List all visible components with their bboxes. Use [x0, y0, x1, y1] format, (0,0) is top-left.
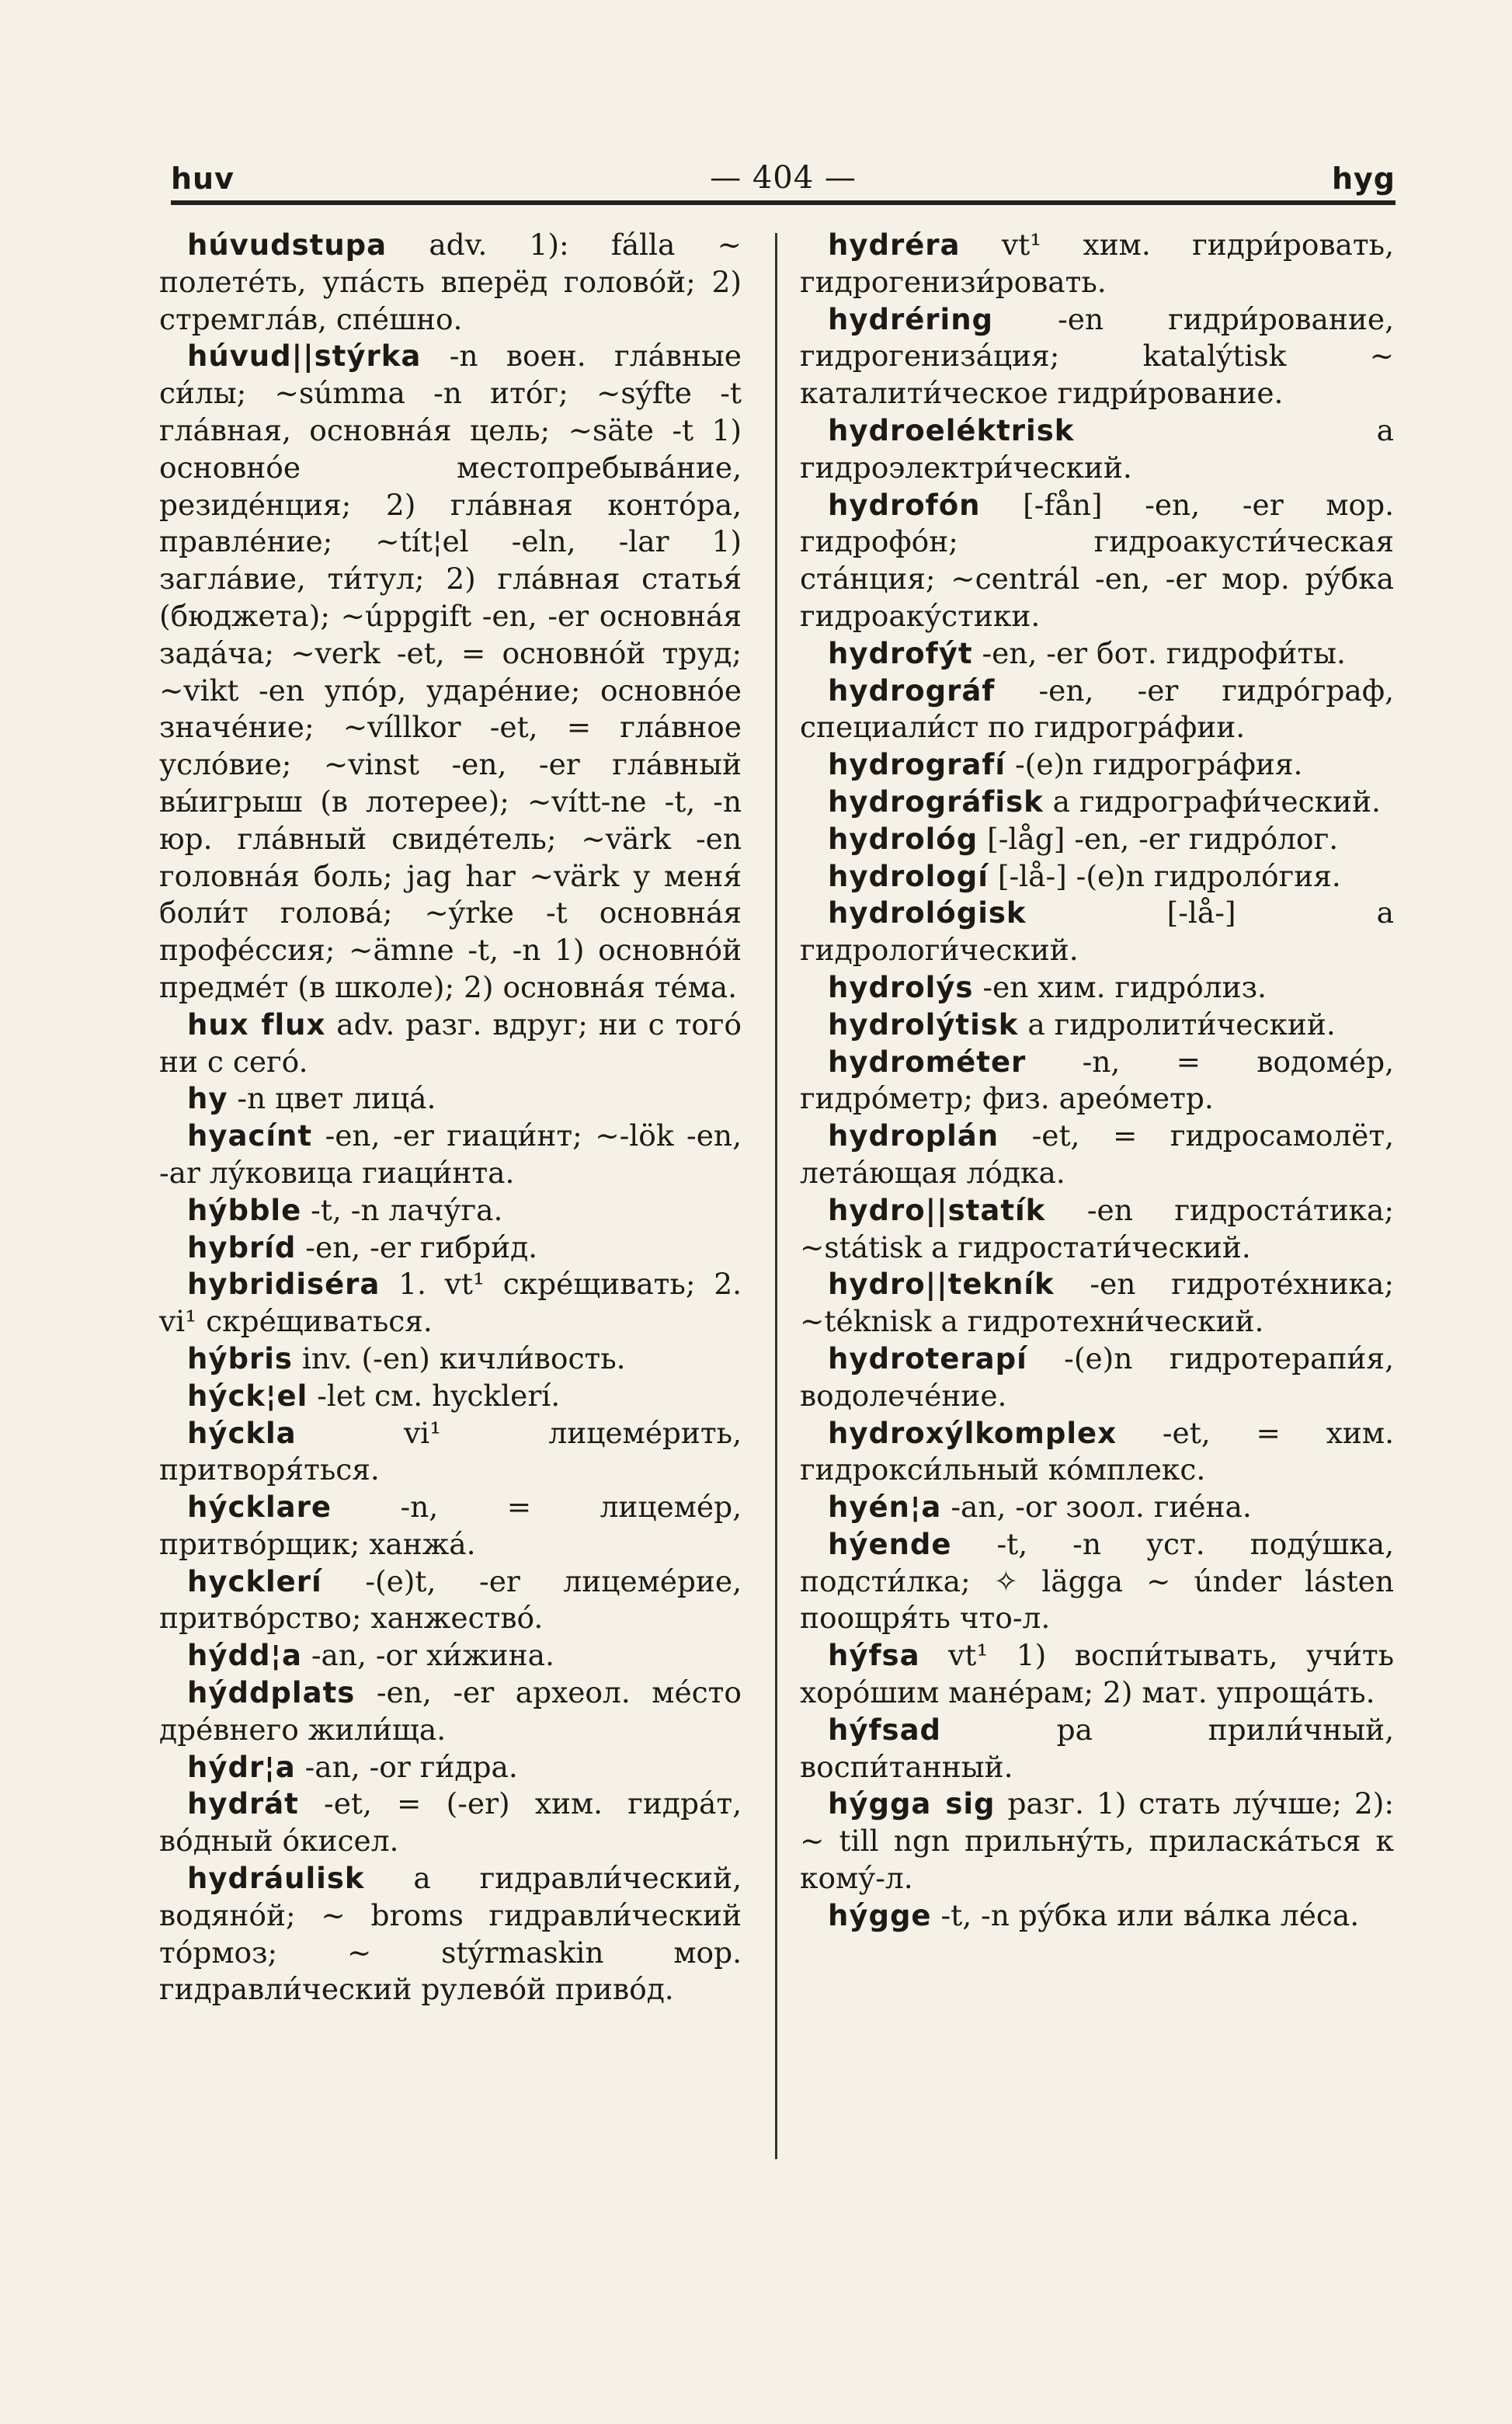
right-column [800, 227, 1394, 1935]
entry-definition: vt¹ хим. гидри́ровать, гидрогенизи́ровать. [800, 228, 1394, 299]
entry-headword: hydrométer [828, 1045, 1027, 1079]
dictionary-entry [159, 1341, 742, 1378]
dictionary-entry [800, 1786, 1394, 1897]
dictionary-entry [800, 969, 1394, 1007]
dictionary-entry [800, 1341, 1394, 1415]
dictionary-entry [159, 1080, 742, 1118]
entry-headword: hýbble [187, 1193, 302, 1227]
dictionary-entry [800, 858, 1394, 896]
dictionary-entry [159, 227, 742, 338]
entry-definition: a гидрографи́ческий. [1052, 784, 1381, 819]
entry-headword: hydráulisk [187, 1862, 365, 1896]
entry-headword: hydrofón [828, 488, 981, 522]
page-number: — 404 — [710, 160, 857, 196]
entry-headword: hydro||statík [828, 1193, 1046, 1227]
entry-definition: -en, -er гибри́д. [305, 1229, 538, 1264]
entry-definition: adv. разг. вдруг; ни с тогó ни с сегó. [159, 1007, 742, 1079]
entry-definition: vi¹ лицемéрить, притворя́ться. [159, 1415, 742, 1487]
dictionary-entry [159, 1860, 742, 2008]
entry-definition: -et, = хим. гидрокси́льный кóмплекс. [800, 1415, 1394, 1487]
entry-definition: [-fån] -en, -er мор. гидрофóн; гидроакусти́ческая стáнция; ~centrál -en, -er мор. ру́бка гидроаку́стики. [800, 487, 1394, 633]
left-column [159, 227, 742, 2008]
dictionary-entry [800, 746, 1394, 784]
header-right-guideword: hyg [1331, 162, 1396, 196]
header-rule [171, 200, 1396, 205]
entry-headword: hýfsa [828, 1639, 920, 1673]
entry-definition: -n цвет лицá. [237, 1081, 436, 1116]
entry-definition: -en, -er гиаци́нт; ~-lök -en, -ar лу́ковица гиаци́нта. [159, 1118, 742, 1190]
entry-headword: hýdr¦a [187, 1750, 296, 1784]
entry-definition: a гидравли́ческий, водянóй; ~ broms гидравли́ческий тóрмоз; ~ stýrmaskin мор. гидравли́ческий рулевóй привóд. [159, 1861, 742, 2007]
entry-definition: -an, -or ги́дра. [304, 1749, 518, 1784]
dictionary-entry [159, 1378, 742, 1415]
dictionary-entry [800, 635, 1394, 673]
entry-headword: hýgga sig [828, 1787, 996, 1821]
entry-definition: -(e)t, -er лицемéрие, притвóрство; ханжествó. [159, 1563, 742, 1636]
entry-headword: hýcklare [187, 1490, 332, 1525]
entry-definition: -n, = лицемéр, притвóрщик; ханжá. [159, 1490, 742, 1561]
entry-definition: [-lå-] -(e)n гидролóгия. [997, 858, 1341, 893]
dictionary-entry [800, 227, 1394, 301]
entry-headword: hybridiséra [187, 1268, 381, 1302]
dictionary-entry [159, 338, 742, 1006]
entry-headword: hýdd¦a [187, 1639, 302, 1673]
entry-definition: [-låg] -en, -er гидрóлог. [987, 821, 1339, 856]
dictionary-entry [800, 1007, 1394, 1044]
dictionary-entry [800, 1526, 1394, 1637]
dictionary-entry [800, 1044, 1394, 1118]
dictionary-entry [159, 1749, 742, 1786]
entry-headword: hyén¦a [828, 1490, 942, 1525]
entry-headword: hux flux [187, 1007, 326, 1042]
entry-headword: hydroxýlkomplex [828, 1416, 1117, 1450]
dictionary-entry [159, 1192, 742, 1229]
column-divider [775, 233, 777, 2159]
entry-headword: hydrográf [828, 673, 996, 708]
dictionary-entry [800, 412, 1394, 487]
entry-definition: adv. 1): fálla ~ полетéть, упáсть вперёд головóй; 2) стремгла́в, спéшно. [159, 228, 742, 336]
dictionary-entry [159, 1007, 742, 1081]
entry-headword: hydrát [187, 1787, 299, 1821]
entry-headword: hybríd [187, 1230, 297, 1264]
entry-headword: hydroeléktrisk [828, 413, 1075, 447]
page-header [171, 152, 1396, 200]
entry-definition: -an, -or хи́жина. [311, 1638, 554, 1673]
dictionary-entry [159, 1415, 742, 1490]
entry-definition: -en, -er археол. мéсто дрéвнего жили́ща. [159, 1675, 742, 1747]
dictionary-entry [800, 821, 1394, 858]
dictionary-entry [800, 1415, 1394, 1490]
entry-definition: -t, -n ру́бка или вáлка лéса. [940, 1897, 1360, 1932]
entry-headword: hydrográfisk [828, 784, 1044, 819]
entry-headword: húvudstupa [187, 228, 388, 262]
dictionary-entry [159, 1675, 742, 1749]
entry-definition: -n воен. глáвные си́лы; ~súmma -n итóг; ~sýfte -t глáвная, основнáя цель; ~säte -t 1) основнóе местопребывáние, резидéнция; 2) глáвная контóра, правлéние; ~tít¦el -eln, -lar 1) заглáвие, ти́тул; 2) глáвная статья́ (бюджета); ~úppgift -en, -er основнáя задáча; ~verk -et, = основнóй труд; ~vikt -en упóр, ударéние; основнóе значéние; ~víllkor -et, = глáвное услóвие; ~vinst -en, -er глáвный вы́игрыш (в лотерее); ~vítt-ne -t, -n юр. глáвный свидéтель; ~värk -en головнáя боль; jag har ~värk у меня́ боли́т головá; ~ýrke -t основнáя профéссия; ~ämne -t, -n 1) основнóй предмéт (в школе); 2) основнáя тéма. [159, 339, 742, 1004]
dictionary-entry [800, 1712, 1394, 1786]
entry-definition: inv. (-en) кичли́вость. [301, 1341, 626, 1375]
entry-definition: -(e)n гидрогрáфия. [1015, 747, 1303, 782]
dictionary-entry [800, 673, 1394, 747]
dictionary-entry [800, 1192, 1394, 1267]
entry-headword: hydréra [828, 228, 961, 262]
entry-headword: hydrolýtisk [828, 1007, 1019, 1042]
entry-definition: -let см. hycklerí. [317, 1378, 561, 1413]
entry-headword: hýbris [187, 1341, 293, 1375]
entry-headword: hydroplán [828, 1119, 999, 1153]
dictionary-entry [159, 1637, 742, 1675]
entry-headword: hydréring [828, 302, 994, 336]
entry-definition: -en, -er гидрóграф, специали́ст по гидрогрáфии. [800, 673, 1394, 745]
entry-headword: hýckla [187, 1416, 297, 1450]
entry-definition: -(e)n гидротерапи́я, водолечéние. [800, 1341, 1395, 1413]
dictionary-entry [159, 1266, 742, 1341]
dictionary-entry [159, 1563, 742, 1638]
dictionary-entry [800, 1266, 1394, 1341]
dictionary-entry [800, 301, 1394, 412]
entry-headword: hydrológ [828, 822, 978, 856]
entry-headword: hycklerí [187, 1564, 322, 1598]
dictionary-entry [800, 1897, 1394, 1935]
entry-headword: hydro||tekník [828, 1268, 1055, 1302]
entry-definition: разг. 1) стать лу́чше; 2): ~ till ngn прильну́ть, приласкáться к кому́-л. [800, 1786, 1394, 1896]
dictionary-entry [159, 1229, 742, 1267]
entry-definition: vt¹ 1) воспи́тывать, учи́ть хорóшим манéрам; 2) мат. упрощáть. [800, 1638, 1395, 1710]
entry-headword: hýgge [828, 1898, 932, 1932]
entry-headword: hýck¦el [187, 1379, 308, 1413]
entry-definition: pa прили́чный, воспи́танный. [800, 1712, 1395, 1784]
entry-definition: 1. vt¹ скрéщивать; 2. vi¹ скрéщиваться. [159, 1267, 742, 1339]
entry-definition: -en гидротéхника; ~téknisk a гидротехни́ческий. [800, 1267, 1394, 1339]
entry-headword: hydrografí [828, 748, 1006, 782]
dictionary-entry [800, 895, 1394, 969]
dictionary-entry [800, 487, 1394, 635]
entry-definition: [-lå-] a гидрологи́ческий. [800, 896, 1395, 968]
entry-definition: -et, = гидросамолёт, летáющая лóдка. [800, 1118, 1394, 1190]
entry-headword: hýfsad [828, 1713, 942, 1747]
entry-headword: hydroterapí [828, 1341, 1027, 1375]
entry-headword: hydrologí [828, 859, 989, 893]
entry-definition: -an, -or зоол. гиéна. [951, 1490, 1252, 1525]
entry-definition: -en гидростáтика; ~státisk a гидростати́ческий. [800, 1192, 1394, 1264]
dictionary-entry [800, 1489, 1394, 1526]
dictionary-entry [159, 1786, 742, 1860]
entry-definition: -et, = (-er) хим. гидрáт, вóдный óкисел. [159, 1786, 742, 1859]
entry-definition: -en гидри́рование, гидрогенизáция; katalýtisk ~ каталити́ческое гидри́рование. [800, 301, 1394, 411]
entry-headword: hyacínt [187, 1119, 313, 1153]
dictionary-entry [159, 1118, 742, 1192]
entry-definition: a гидролити́ческий. [1027, 1007, 1336, 1042]
entry-headword: hy [187, 1082, 228, 1116]
header-left-guideword: huv [171, 162, 235, 196]
entry-headword: hydrolýs [828, 970, 974, 1004]
entry-definition: -en хим. гидрóлиз. [982, 969, 1267, 1004]
entry-definition: -n, = водомéр, гидрóметр; физ. ареóметр. [800, 1044, 1394, 1116]
entry-definition: -en, -er бот. гидрофи́ты. [982, 635, 1346, 670]
entry-headword: húvud||stýrka [187, 339, 422, 374]
entry-headword: hydrológisk [828, 896, 1027, 930]
entry-headword: hýende [828, 1527, 952, 1561]
entry-definition: -t, -n уст. поду́шка, подсти́лка; ✧ lägga ~ únder lásten поощря́ть что-л. [800, 1526, 1394, 1636]
entry-headword: hýddplats [187, 1676, 356, 1710]
dictionary-entry [800, 1118, 1394, 1192]
dictionary-entry [800, 1637, 1394, 1712]
dictionary-entry [800, 784, 1394, 821]
entry-definition: -t, -n лачу́га. [311, 1192, 503, 1227]
entry-definition: a гидроэлектри́ческий. [800, 412, 1394, 485]
entry-headword: hydrofýt [828, 636, 973, 670]
dictionary-entry [159, 1489, 742, 1563]
